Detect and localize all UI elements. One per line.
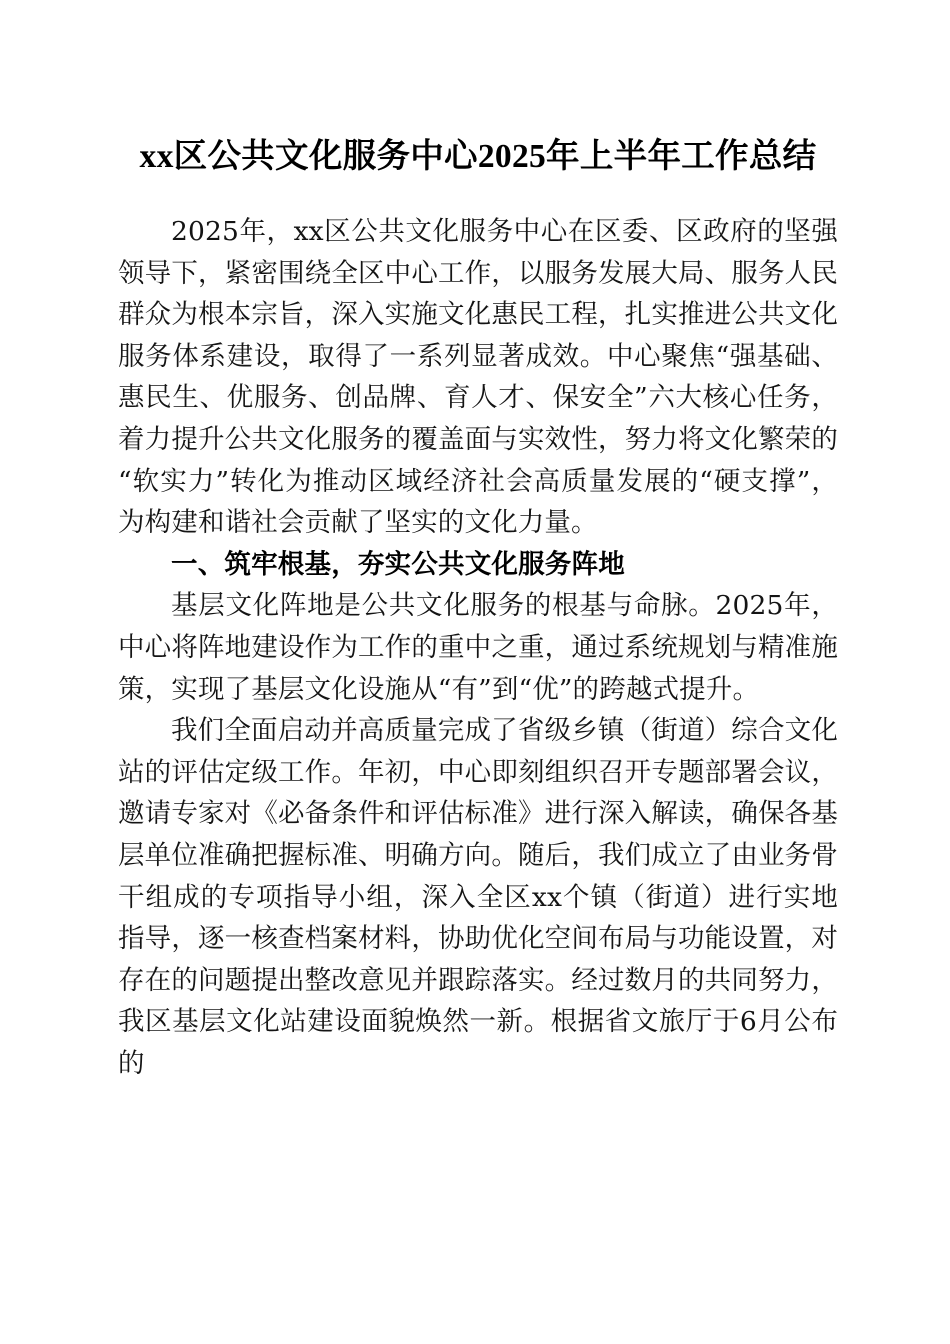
paragraph-section1-b: 我们全面启动并高质量完成了省级乡镇（街道）综合文化站的评估定级工作。年初，中心即刻组织召开专题部署会议，邀请专家对《必备条件和评估标准》进行深入解读，确保各基层单位准确把握标准、明确方向。随后，我们成立了由业务骨干组成的专项指导小组，深入全区xx个镇（街道）进行实地指导，逐一核查档案材料，协助优化空间布局与功能设置，对存在的问题提出整改意见并跟踪落实。经过数月的共同努力，我区基层文化站建设面貌焕然一新。根据省文旅厅于6月公布的 xyxy=(118,715,838,1079)
document-body xyxy=(118,211,838,1084)
paragraph-intro: 2025年，xx区公共文化服务中心在区委、区政府的坚强领导下，紧密围绕全区中心工作，以服务发展大局、服务人民群众为根本宗旨，深入实施文化惠民工程，扎实推进公共文化服务体系建设，取得了一系列显著成效。中心聚焦“强基础、惠民生、优服务、创品牌、育人才、保安全”六大核心任务，着力提升公共文化服务的覆盖面与实效性，努力将文化繁荣的“软实力”转化为推动区域经济社会高质量发展的“硬支撑”，为构建和谐社会贡献了坚实的文化力量。 xyxy=(118,216,838,539)
section-heading-one: 一、筑牢根基，夯实公共文化服务阵地 xyxy=(171,548,625,579)
page-title: xx区公共文化服务中心2025年上半年工作总结 xyxy=(139,138,817,175)
paragraph-section1-a: 基层文化阵地是公共文化服务的根基与命脉。2025年，中心将阵地建设作为工作的重中之重，通过系统规划与精准施策，实现了基层文化设施从“有”到“优”的跨越式提升。 xyxy=(118,590,838,705)
document-content xyxy=(118,0,838,1084)
